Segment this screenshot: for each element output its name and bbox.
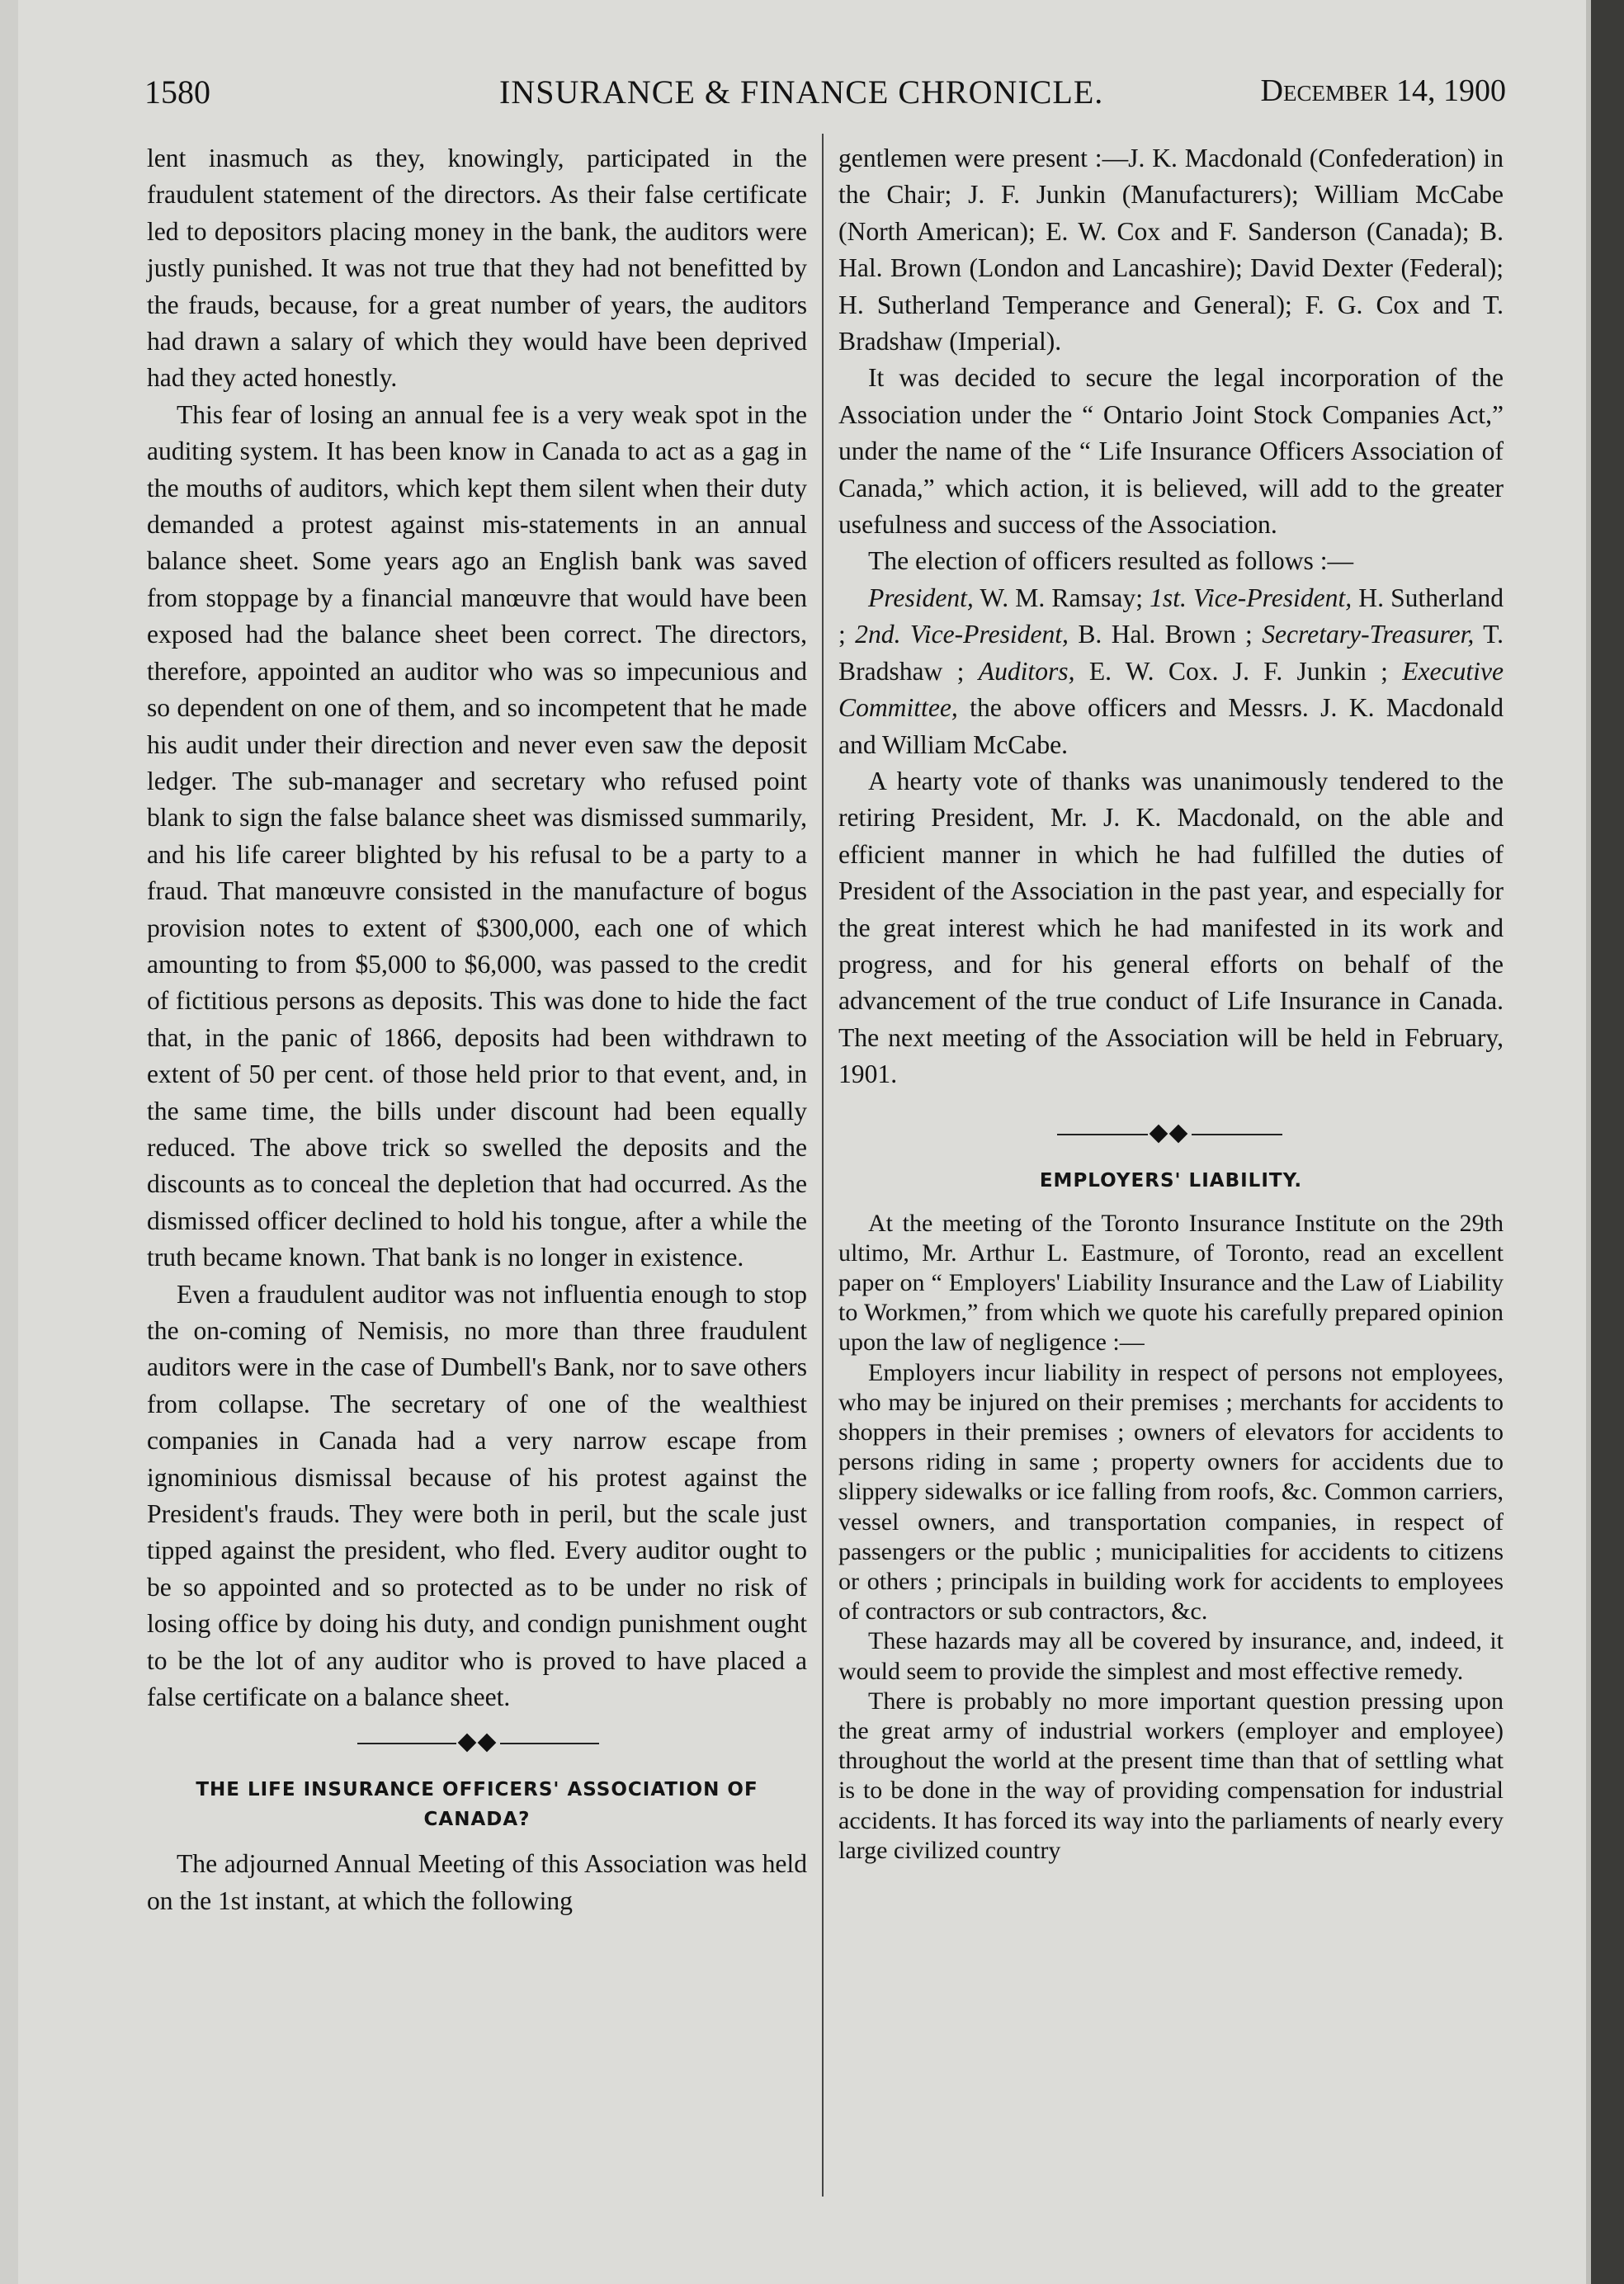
- paragraph: These hazards may all be covered by insurance, and, indeed, it would seem to provide the simplest and most effective remedy.: [838, 1627, 1504, 1685]
- paragraph: The adjourned Annual Meeting of this Association was held on the 1st instant, at which the following: [147, 1849, 807, 1915]
- ornament-line: [357, 1743, 456, 1744]
- officer-name: B. Hal. Brown ;: [1068, 620, 1263, 649]
- right-column: [838, 140, 1504, 1866]
- publication-title: INSURANCE & FINANCE CHRONICLE.: [499, 73, 1104, 111]
- section-heading: THE LIFE INSURANCE OFFICERS' ASSOCIATION OF CANADA?: [196, 1779, 758, 1831]
- paragraph: There is probably no more important question pressing upon the great army of industrial workers (employer and employee) throughout the world at the present time than that of settling what is to be done in the way of providing compensation for industrial accidents. It has forced its way into the parliaments of nearly every large civilized country: [838, 1687, 1504, 1864]
- paragraph: lent inasmuch as they, knowingly, participated in the fraudulent statement of the directors. As their false certificate led to depositors placing money in the bank, the auditors were justly punished. It was not true that they had not benefitted by the frauds, because, for a great number of years, the auditors had drawn a salary of which they would have been deprived had they acted honestly.: [147, 144, 807, 393]
- column-divider: [822, 134, 824, 2197]
- section-ornament: [838, 1118, 1504, 1151]
- paragraph: A hearty vote of thanks was unanimously tendered to the retiring President, Mr. J. K. Macdonald, on the able and efficient manner in which he had fulfilled the duties of President of the Association in the past year, and especially for the great interest which he had manifested in its work and progress, and for his general efforts on behalf of the advancement of the true conduct of Life Insurance in Canada. The next meeting of the Association will be held in February, 1901.: [838, 766, 1504, 1089]
- officer-name: T. Bradshaw ;: [838, 620, 1504, 686]
- ornament-line: [500, 1743, 599, 1744]
- paragraph: The election of officers resulted as follows :—: [868, 546, 1354, 576]
- officer-title: President,: [868, 583, 974, 612]
- scan-border: [1586, 0, 1624, 2284]
- paragraph: It was decided to secure the legal incorporation of the Association under the “ Ontario Joint Stock Companies Act,” under the name of the “ Life Insurance Officers Association of Canada,” which action, it is believed, will add to the greater usefulness and success of the Association.: [838, 363, 1504, 540]
- officer-name: the above officers and Messrs. J. K. Macdonald and William McCabe.: [838, 693, 1504, 759]
- officer-title: Auditors,: [978, 656, 1075, 686]
- ornament-diamond: [1169, 1124, 1188, 1143]
- officer-name: H. Sutherland ;: [838, 583, 1504, 649]
- ornament-diamond: [458, 1734, 477, 1753]
- officer-title: Executive Committee,: [838, 656, 1504, 723]
- section-ornament: [147, 1727, 807, 1760]
- page-number: 1580: [144, 73, 210, 111]
- officer-title: 2nd. Vice-President,: [855, 620, 1069, 649]
- ornament-line: [1057, 1134, 1148, 1135]
- issue-date: December 14, 1900: [1260, 73, 1506, 108]
- officer-name: W. M. Ramsay;: [973, 583, 1150, 612]
- paragraph: Even a fraudulent auditor was not influentia enough to stop the on-coming of Nemisis, no more than three fraudulent auditors were in the case of Dumbell's Bank, nor to save others from collapse. The secretary of one of the wealthiest companies in Canada had a very narrow escape from ignominious dismissal because of his protest against the President's frauds. They were both in peril, but the scale just tipped against the president, who fled. Every auditor ought to be so appointed and so protected as to be under no risk of losing office by doing his duty, and condign punishment ought to be the lot of any auditor who is proved to have placed a false certificate on a balance sheet.: [147, 1279, 807, 1712]
- article-body: [838, 1209, 1504, 1866]
- paragraph: Employers incur liability in respect of persons not employees, who may be injured on their premises ; merchants for accidents to shoppers in their premises ; owners of elevators for accidents to persons riding in same ; property owners for accidents due to slippery sidewalks or ice falling from roofs, &c. Common carriers, vessel owners, and transportation companies, in respect of passengers or the public ; municipalities for accidents to citizens or others ; principals in building work for accidents to employees of contractors or sub contractors, &c.: [838, 1358, 1504, 1626]
- officer-title: Secretary-Treasurer,: [1262, 620, 1475, 649]
- ornament-diamond: [1150, 1124, 1168, 1143]
- page-edge: [1586, 0, 1591, 2284]
- ornament-diamond: [478, 1734, 497, 1753]
- paragraph: At the meeting of the Toronto Insurance Institute on the 29th ultimo, Mr. Arthur L. Eastmure, of Toronto, read an excellent paper on “ Employers' Liability Insurance and the Law of Liability to Workmen,” from which we quote his carefully prepared opinion upon the law of negligence :—: [838, 1209, 1504, 1357]
- officer-title: 1st. Vice-President,: [1150, 583, 1353, 612]
- paragraph: This fear of losing an annual fee is a very weak spot in the auditing system. It has been know in Canada to act as a gag in the mouths of auditors, which kept them silent when their duty demanded a protest against mis-statements in an annual balance sheet. Some years ago an English bank was saved from stoppage by a financial manœuvre that would have been exposed had the balance sheet been correct. The directors, therefore, appointed an auditor who was so impecunious and so dependent on one of them, and so incompetent that he made his audit under their direction and never even saw the deposit ledger. The sub-manager and secretary who refused point blank to sign the false balance sheet was dismissed summarily, and his life career blighted by his refusal to be a party to a fraud. That manœuvre consisted in the manufacture of bogus provision notes to extent of $300,000, each one of which amounting to from $5,000 to $6,000, was passed to the credit of fictitious persons as deposits. This was done to hide the fact that, in the panic of 1866, deposits had been withdrawn to extent of 50 per cent. of those held prior to that event, and, in the same time, the bills under discount had been equally reduced. The above trick so swelled the deposits and the discounts as to conceal the depletion that had occurred. As the dismissed officer declined to hold his tongue, after a while the truth became known. That bank is no longer in existence.: [147, 399, 807, 1272]
- page-header: [144, 66, 1506, 116]
- officers-list: [838, 580, 1504, 763]
- paragraph: gentlemen were present :—J. K. Macdonald (Confederation) in the Chair; J. F. Junkin (Manufacturers); William McCabe (North American); E. W. Cox and F. Sanderson (Canada); B. Hal. Brown (London and Lancashire); David Dexter (Federal); H. Sutherland Temperance and General); F. G. Cox and T. Bradshaw (Imperial).: [838, 144, 1504, 356]
- section-heading: EMPLOYERS' LIABILITY.: [1039, 1169, 1303, 1192]
- left-column: [147, 140, 807, 1919]
- officer-name: E. W. Cox. J. F. Junkin ;: [1074, 656, 1403, 686]
- ornament-line: [1192, 1134, 1282, 1135]
